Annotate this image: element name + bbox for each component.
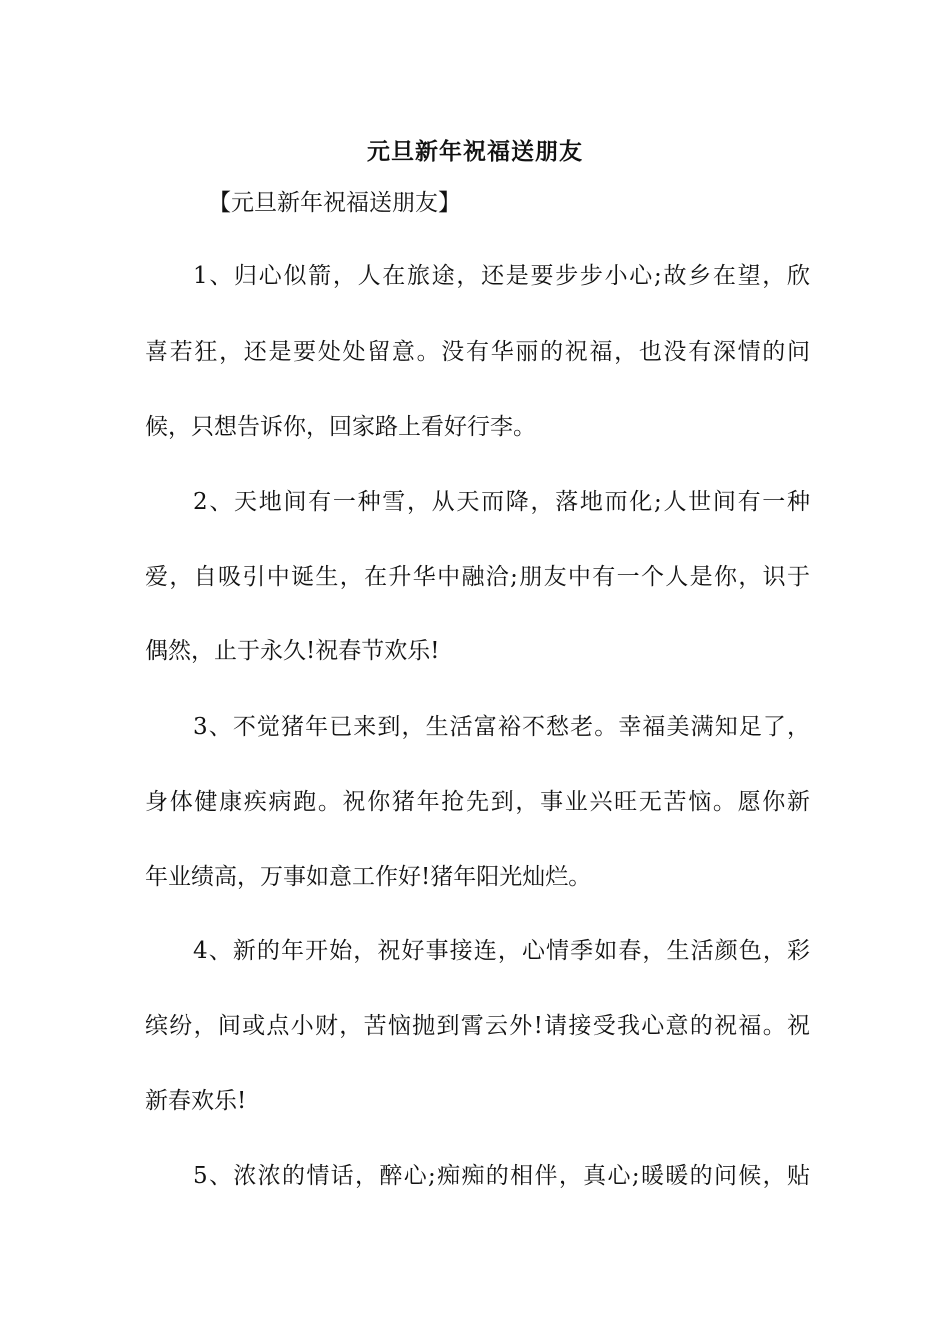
paragraph-5-line-1: 5、浓浓的情话，醉心;痴痴的相伴，真心;暖暖的问候，贴: [193, 1163, 810, 1189]
paragraph-1-line-2: 喜若狂，还是要处处留意。没有华丽的祝福，也没有深情的问: [145, 339, 810, 365]
paragraph-3-line-2: 身体健康疾病跑。祝你猪年抢先到，事业兴旺无苦恼。愿你新: [145, 789, 810, 815]
document-title: 元旦新年祝福送朋友: [367, 138, 583, 165]
paragraph-3-line-1: 3、不觉猪年已来到，生活富裕不愁老。幸福美满知足了，: [193, 714, 810, 740]
document-subtitle: 【元旦新年祝福送朋友】: [208, 190, 461, 216]
paragraph-4-line-2: 缤纷，间或点小财，苦恼抛到霄云外!请接受我心意的祝福。祝: [145, 1013, 810, 1039]
paragraph-1-line-1: 1、归心似箭，人在旅途，还是要步步小心;故乡在望，欣: [193, 263, 810, 289]
paragraph-3-line-3: 年业绩高，万事如意工作好!猪年阳光灿烂。: [145, 864, 592, 890]
paragraph-1-line-3: 候，只想告诉你，回家路上看好行李。: [145, 414, 536, 440]
paragraph-4-line-1: 4、新的年开始，祝好事接连，心情季如春，生活颜色，彩: [193, 938, 810, 964]
paragraph-2-line-2: 爱，自吸引中诞生，在升华中融洽;朋友中有一个人是你，识于: [145, 564, 810, 590]
paragraph-2-line-3: 偶然，止于永久!祝春节欢乐!: [145, 638, 440, 664]
paragraph-2-line-1: 2、天地间有一种雪，从天而降，落地而化;人世间有一种: [193, 489, 810, 515]
paragraph-4-line-3: 新春欢乐!: [145, 1088, 247, 1114]
